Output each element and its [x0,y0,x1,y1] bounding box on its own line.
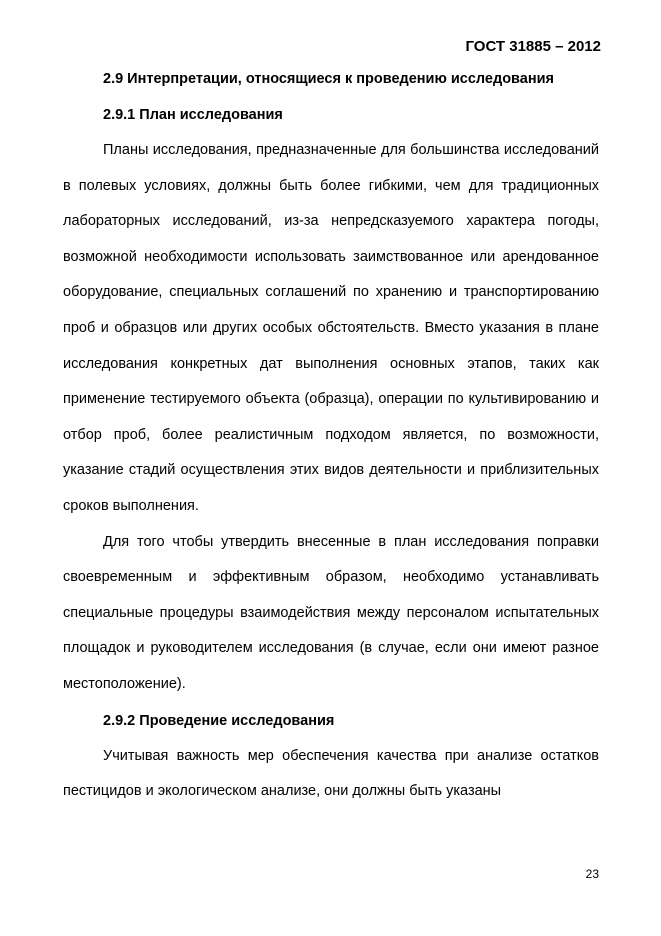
document-header: ГОСТ 31885 – 2012 [465,38,601,55]
document-body [63,61,599,810]
section-2-9-1-heading: 2.9.1 План исследования [103,107,283,123]
section-2-9-1-paragraph-2: Для того чтобы утвердить внесенные в план исследования поправки своевременным и эффективным образом, необходимо устанавливать специальные процедуры взаимодействия между персоналом испытательных площадок и руководителем исследования (в случае, если они имеют разное местоположение). [63,533,599,692]
section-2-9-1-paragraph-1: Планы исследования, предназначенные для большинства исследований в полевых условиях, должны быть более гибкими, чем для традиционных лабораторных исследований, из-за непредсказуемого характера погоды, возможной необходимости использовать заимствованное или арендованное оборудование, специальных соглашений по хранению и транспортированию проб и образцов или других особых обстоятельств. Вместо указания в плане исследования конкретных дат выполнения основных этапов, таких как применение тестируемого объекта (образца), операции по культивированию и отбор проб, более реалистичным подходом является, по возможности, указание стадий осуществления этих видов деятельности и приблизительных сроков выполнения. [63,142,599,514]
page-number: 23 [585,867,599,881]
section-2-9-2-heading: 2.9.2 Проведение исследования [103,712,335,729]
section-2-9-heading: 2.9 Интерпретации, относящиеся к проведению исследования [103,71,554,87]
section-2-9-2-paragraph-1: Учитывая важность мер обеспечения качества при анализе остатков пестицидов и экологическом анализе, они должны быть указаны [63,747,599,800]
